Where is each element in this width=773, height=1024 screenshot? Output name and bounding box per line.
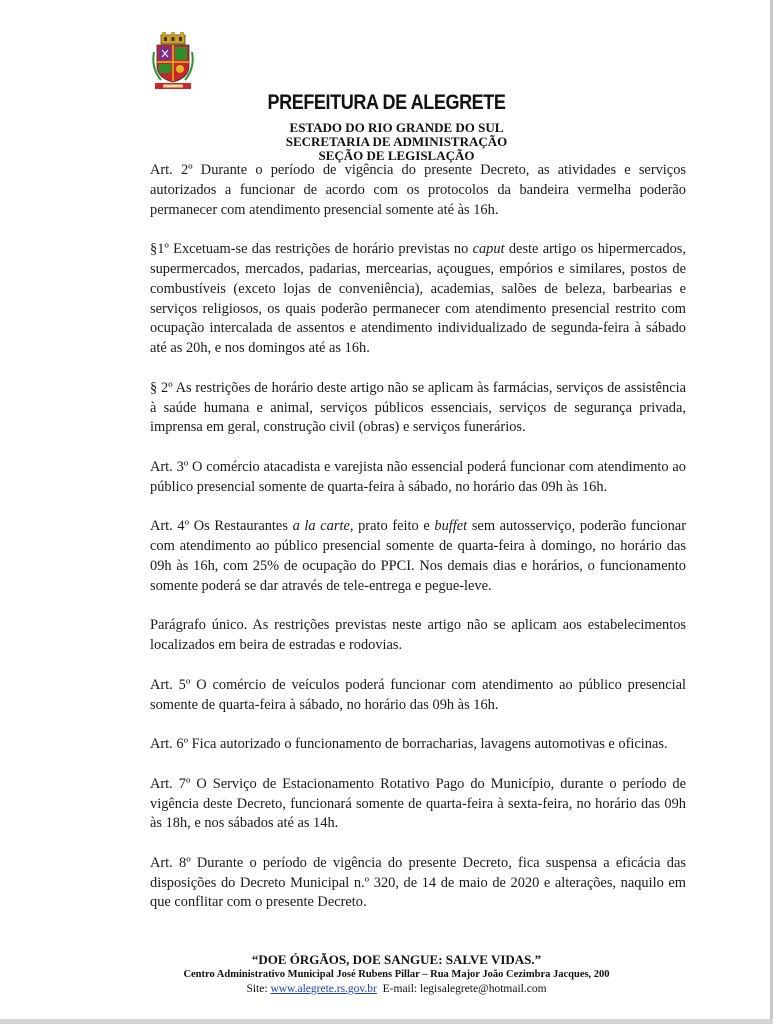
coat-of-arms-logo <box>152 32 194 92</box>
article-4: Art. 4º Os Restaurantes a la carte, prato feito e buffet sem autosserviço, poderão funcionar com atendimento ao público presencial somente de quarta-feira à domingo, no horário das 09h às 16h, com 25% de ocupação do PPCI. Nos demais dias e horários, o funcionamento somente poderá se dar através de tele-entrega e pegue-leve. <box>150 518 686 594</box>
page-title: PREFEITURA DE ALEGRETE <box>267 91 506 114</box>
site-label: Site: <box>246 983 271 995</box>
page-bottom-edge <box>0 1019 773 1024</box>
article-2: Art. 2º Durante o período de vigência do presente Decreto, as atividades e serviços autorizados a funcionar de acordo com os protocolos da bandeira vermelha poderão permanecer com atendimento presencial somente até às 16h. <box>150 162 686 218</box>
footer-address: Centro Administrativo Municipal José Rubens Pillar – Rua Major João Cezimbra Jacques, 200 <box>183 969 610 980</box>
header-section: SEÇÃO DE LEGISLAÇÃO <box>318 148 475 163</box>
paragraph-2: § 2º As restrições de horário deste artigo não se aplicam às farmácias, serviços de assistência à saúde humana e animal, serviços públicos essenciais, serviços de segurança privada, imprensa em geral, construção civil (obras) e serviços funerários. <box>150 379 686 436</box>
footer-slogan: “DOE ÓRGÃOS, DOE SANGUE: SALVE VIDAS.” <box>251 952 542 967</box>
article-3: Art. 3º O comércio atacadista e varejista não essencial poderá funcionar com atendimento ao público presencial somente de quarta-feira à sábado, no horário das 09h às 16h. <box>150 458 686 495</box>
header-state: ESTADO DO RIO GRANDE DO SUL <box>289 120 504 135</box>
article-7: Art. 7º O Serviço de Estacionamento Rotativo Pago do Município, durante o período de vigência deste Decreto, funcionará somente de quarta-feira à sexta-feira, no horário das 09h às 18h, e nos sábados até as 14h. <box>150 775 686 832</box>
article-5: Art. 5º O comércio de veículos poderá funcionar com atendimento ao público presencial somente de quarta-feira à sábado, no horário das 09h às 16h. <box>150 676 686 713</box>
decree-body <box>150 161 686 913</box>
article-6: Art. 6º Fica autorizado o funcionamento de borracharias, lavagens automotivas e oficinas. <box>150 736 668 753</box>
paragraph-1: §1º Excetuam-se das restrições de horário previstas no caput deste artigo os hipermercados, supermercados, mercados, padarias, mercearias, açougues, empórios e similares, postos de combustíveis (exceto lojas de conveniência), academias, salões de beleza, barbearias e serviços religiosos, os quais poderão permanecer com atendimento presencial restrito com ocupação intercalada de assentos e atendimento individualizado de segunda-feira à sábado até as 20h, e nos domingos até as 16h. <box>150 241 686 357</box>
footer-contact <box>0 983 773 995</box>
header-secretariat: SECRETARIA DE ADMINISTRAÇÃO <box>285 134 508 149</box>
article-8: Art. 8º Durante o período de vigência do presente Decreto, fica suspensa a eficácia das disposições do Decreto Municipal n.º 320, de 14 de maio de 2020 e alterações, naquilo em que conflitar com o presente Decreto. <box>150 854 686 911</box>
email-text: E-mail: legisalegrete@hotmail.com <box>376 983 547 995</box>
website-link[interactable]: www.alegrete.rs.gov.br <box>270 983 377 995</box>
sole-paragraph: Parágrafo único. As restrições previstas neste artigo não se aplicam aos estabelecimentos localizados em beira de estradas e rodovias. <box>150 617 686 654</box>
